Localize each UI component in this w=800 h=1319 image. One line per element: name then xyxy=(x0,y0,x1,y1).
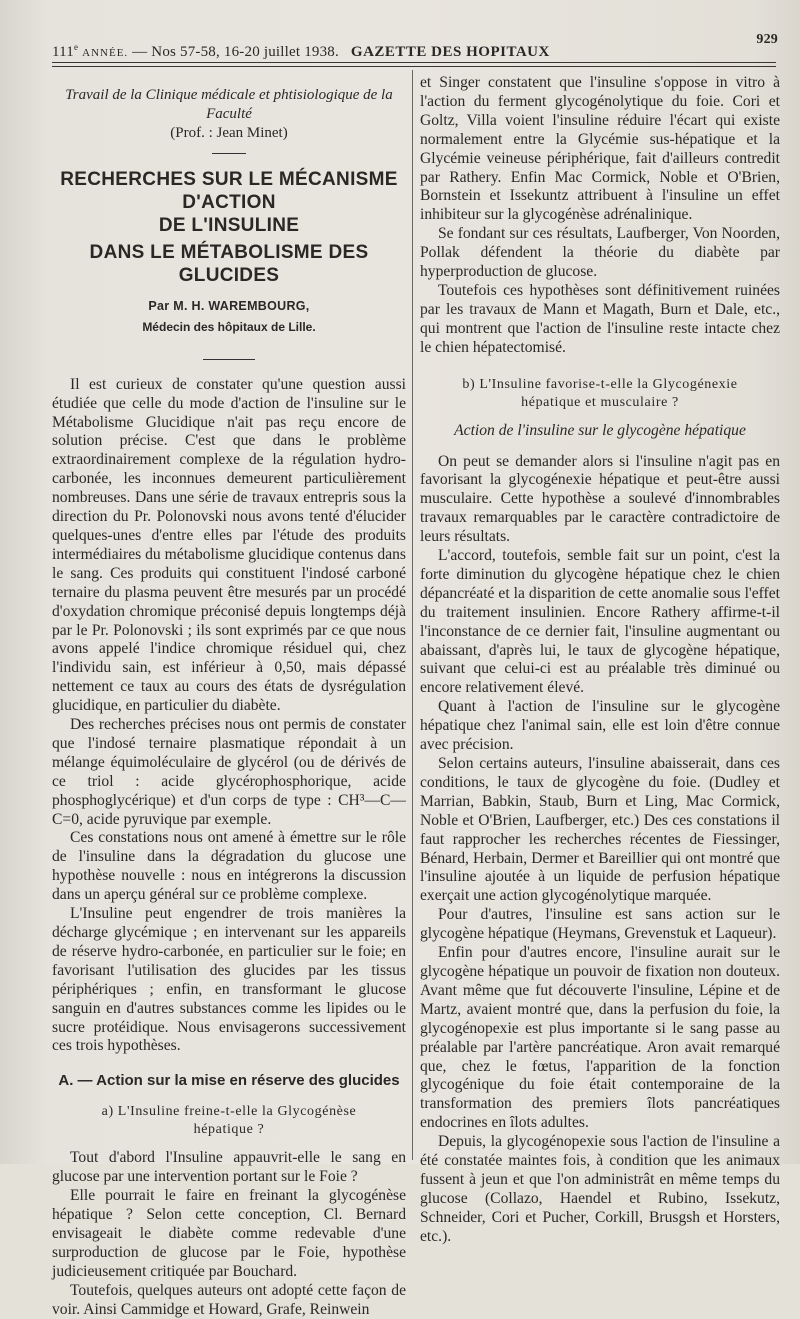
header-rule-thin xyxy=(52,66,776,67)
annee-number: 111 xyxy=(52,44,74,60)
article-title-line3: DANS LE MÉTABOLISME DES GLUCIDES xyxy=(89,241,369,286)
issue-info: — Nos 57-58, 16-20 juillet 1938. xyxy=(132,44,339,60)
paragraph: Elle pourrait le faire en freinant la glycogénèse hépatique ? Selon cette conception, Cl. Bernard envisageait le diabète comme redevable d'une surproduction de glucose par le Foie, hypothèse judicieusement critiquée par Bouchard. xyxy=(52,1187,406,1280)
column-divider xyxy=(412,70,413,1160)
issue-line xyxy=(52,42,550,61)
paragraph: Toutefois ces hypothèses sont définitivement ruinées par les travaux de Mann et Magath, Burn et Dale, etc., qui montrent que l'action de l'insuline reste intacte chez le chien hépatectomisé. xyxy=(420,281,780,356)
paragraph: On peut se demander alors si l'insuline n'agit pas en favorisant la glycogénexie hépatique et peut-être aussi musculaire. Cette hypothèse a soulevé d'innombrables travaux remarquables par le caractère contradictoire de leurs résultats. xyxy=(420,452,780,546)
paragraph: Enfin pour d'autres encore, l'insuline aurait sur le glycogène hépatique un pouvoir de fixation non douteux. Avant même que fut découverte l'insuline, Lépine et de Martz, avaient montré que, dans la perfusion du foie, la glycogénopexie est plus importante si le sang passe au préalable par l'artère pancréatique. Aron avait remarqué que, chez le fœtus, l'apparition de la fonction glycogénique du foie était contemporaine de la transformation des premiers îlots pancréatiques endocrines en îlots adultes. xyxy=(420,944,780,1132)
title-rule xyxy=(212,153,246,154)
annee-label: ANNÉE. xyxy=(82,47,129,59)
running-header xyxy=(52,32,778,62)
right-column xyxy=(420,74,780,1247)
paragraph: Des recherches précises nous ont permis de constater que l'indosé ternaire plasmatique répondait à un mélange équimoléculaire de glycérol (ou de dérivés de ce triol : acide glycérophosphorique, acide phosphoglycérique) et d'un corps de type : CH³—C—C=0, acide pyruvique par exemple. xyxy=(52,716,406,828)
paragraph: Il est curieux de constater qu'une question aussi étudiée que celle du mode d'action de l'insuline sur le Métabolisme Glucidique n'ait pas reçu encore de solution précise. C'est que dans le problème extraordinairement complexe de la régulation hydro-carbonée, les inconnues demeurent particulièrement nombreuses. Dans une série de travaux entrepris sous la direction du Pr. Polonovski nous avons tenté d'élucider quelques-unes d'entre elles par l'étude des produits intermédiaires du métabolisme glucidique contenus dans le sang. Ces produits qui constituent l'indosé carboné ternaire du plasma peuvent être mesurés par un procédé d'oxydation chromique préconisé depuis longtemps déjà par le Pr. Polonovski ; ils sont exprimés par ce que nous avons appelé l'indice chromique résiduel qui, chez l'individu sain, est inférieur à 0,50, mais dépassé nettement ce taux au cours des états de dysrégulation glucidique, en particulier du diabète. xyxy=(52,375,406,715)
subheading-b xyxy=(420,376,780,412)
subheading-b-line2: hépatique et musculaire ? xyxy=(521,394,679,410)
journal-name: GAZETTE DES HOPITAUX xyxy=(350,44,550,60)
paragraph: et Singer constatent que l'insuline s'oppose in vitro à l'action du ferment glycogénolytique du foie. Cori et Goltz, Villa voient l'insuline réduire l'écart qui existe normalement entre la Glycémie sus-hépatique et la Glycémie veineuse périphérique, fait d'ailleurs contredit par Rathery. Enfin Mac Cormick, Noble et O'Brien, Bornstein et Issekuntz attribuent à l'insuline un effet inhibiteur sur la glycogénèse adrénalinique. xyxy=(420,74,780,224)
section-heading-a: A. — Action sur la mise en réserve des glucides xyxy=(58,1072,400,1090)
subheading-a-line1: a) L'Insuline freine-t-elle la Glycogénèse xyxy=(101,1104,357,1120)
subheading-a-line2: hépatique ? xyxy=(193,1122,265,1138)
paragraph: Se fondant sur ces résultats, Laufberger, Von Noorden, Pollak défendent la théorie du diabète par hyperproduction de glucose. xyxy=(420,225,780,281)
paragraph: Selon certains auteurs, l'insuline abaisserait, dans ces conditions, le taux de glycogène du foie. (Dudley et Marrian, Babkin, Staub, Burn et Ling, Mac Cormick, Noble et O'Brien, Laufberger, etc.) Des ces constations il faut rapprocher les recherches récentes de Fiessinger, Bénard, Herbain, Dermer et Bareillier qui ont montré que l'insuline ajoutée à un liquide de perfusion hépatique exerçait une action glycogénolytique marquée. xyxy=(420,755,780,905)
author-role: Médecin des hôpitaux de Lille. xyxy=(142,319,316,334)
article-title-line2: DE L'INSULINE xyxy=(158,214,300,236)
left-column xyxy=(52,86,406,1319)
subheading-b-line1: b) L'Insuline favorise-t-elle la Glycogénexie xyxy=(462,376,738,392)
author: Par M. H. WAREMBOURG, xyxy=(148,298,310,313)
subheading-a xyxy=(52,1103,406,1139)
annee-sup: e xyxy=(74,42,79,52)
paragraph: Toutefois, quelques auteurs ont adopté cette façon de voir. Ainsi Cammidge et Howard, Grafe, Reinwein xyxy=(52,1281,406,1318)
paragraph: Depuis, la glycogénopexie sous l'action de l'insuline a été constatée maintes fois, à condition que les animaux fussent à jeun et que l'on administrât en même temps du glucose (Collazo, Haendel et Rubino, Issekutz, Schneider, Cori et Pucher, Corkill, Brusgsh et Horsters, etc.). xyxy=(420,1133,780,1245)
paragraph: Quant à l'action de l'insuline sur le glycogène hépatique chez l'animal sain, elle est loin d'être connue avec précision. xyxy=(420,698,780,754)
paragraph: L'Insuline peut engendrer de trois manières la décharge glycémique ; en intervenant sur les appareils de réserve hydro-carbonée, en particulier sur le foie; en favorisant l'utilisation des glucides par les tissus périphériques ; enfin, en transformant le glucose sanguin en d'autres substances comme les lipides ou le sucre protéidique. Nous envisagerons successivement ces trois hypothèses. xyxy=(52,905,406,1055)
header-rule xyxy=(52,62,776,63)
paragraph: Ces constations nous ont amené à émettre sur le rôle de l'insuline dans la dégradation du glucose une hypothèse nouvelle : nous en intégrerons la discussion dans un aperçu général sur ce problème complexe. xyxy=(52,829,406,904)
paragraph: Tout d'abord l'Insuline appauvrit-elle le sang en glucose par une intervention portant sur le Foie ? xyxy=(52,1149,406,1186)
paragraph: Pour d'autres, l'insuline est sans action sur le glycogène hépatique (Heymans, Grevenstuk et Laqueur). xyxy=(420,906,780,943)
paragraph: L'accord, toutefois, semble fait sur un point, c'est la forte diminution du glycogène hépatique chez le chien dépancréaté et la disparition de cette anomalie sous l'effet du traitement insulinien. Encore Rathery affirme-t-il l'inconstance de ce dernier fait, l'insuline augmentant ou abaissant, d'après lui, le taux de glycogène hépatique, suivant que celui-ci est au préalable très diminué ou encore relativement élevé. xyxy=(420,547,780,697)
italic-subheading: Action de l'insuline sur le glycogène hépatique xyxy=(454,421,746,439)
section-rule xyxy=(203,359,255,360)
affiliation: Travail de la Clinique médicale et phtisiologique de la Faculté xyxy=(65,87,393,122)
professor: (Prof. : Jean Minet) xyxy=(170,125,288,141)
page-number: 929 xyxy=(756,32,778,47)
article-title-line1: RECHERCHES SUR LE MÉCANISME D'ACTION xyxy=(60,168,398,213)
